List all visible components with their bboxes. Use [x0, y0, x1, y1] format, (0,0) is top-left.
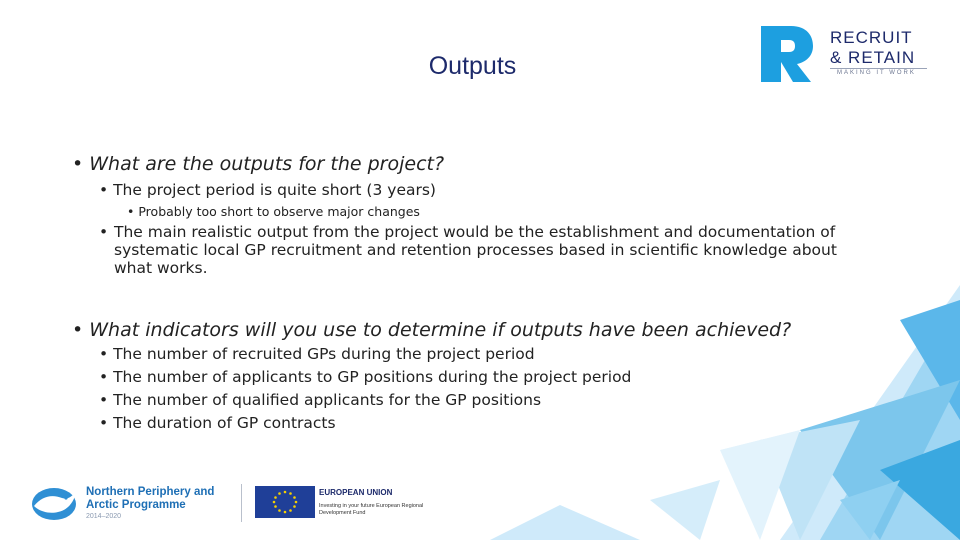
- indicator-item: • The duration of GP contracts: [99, 414, 336, 432]
- npa-logo: [28, 484, 238, 524]
- subbullet-too-short: • Probably too short to observe major changes: [127, 204, 420, 219]
- indicator-item: • The number of recruited GPs during the project period: [99, 345, 535, 363]
- npa-years: 2014–2020: [86, 513, 122, 520]
- bullet-line: The main realistic output from the project would be the establishment and documentation of: [114, 223, 836, 241]
- indicator-text: The number of recruited GPs during the project period: [113, 345, 535, 363]
- question-text: What indicators will you use to determine if outputs have been achieved?: [89, 319, 792, 341]
- bullet-project-period: • The project period is quite short (3 years): [99, 181, 436, 199]
- subbullet-text: Probably too short to observe major changes: [138, 204, 420, 219]
- indicator-text: The duration of GP contracts: [113, 414, 336, 432]
- indicator-text: The number of applicants to GP positions during the project period: [113, 368, 632, 386]
- indicator-item: • The number of qualified applicants for the GP positions: [99, 391, 542, 409]
- eu-flag-icon: [255, 486, 315, 518]
- logo-line2: & RETAIN: [830, 48, 916, 67]
- eu-tagline: Investing in your future European Regional Development Fund: [319, 503, 424, 517]
- question-indicators: • What indicators will you use to determine if outputs have been achieved?: [72, 319, 792, 341]
- footer-divider: [241, 484, 242, 522]
- question-text: What are the outputs for the project?: [89, 153, 445, 175]
- question-outputs: • What are the outputs for the project?: [72, 153, 445, 175]
- slide-title: Outputs: [428, 52, 517, 80]
- bullet-line: systematic local GP recruitment and retention processes based in scientific knowledge about: [114, 240, 837, 259]
- indicator-text: The number of qualified applicants for the GP positions: [113, 391, 542, 409]
- bullet-main-output: • The main realistic output from the project would be the establishment and documentation of systematic local GP recruitment and retention processes based in scientific knowledge about what works.: [99, 223, 837, 277]
- bullet-text: The project period is quite short (3 years): [113, 181, 436, 199]
- logo-line1: RECRUIT: [830, 28, 913, 47]
- indicator-item: • The number of applicants to GP positions during the project period: [99, 368, 632, 386]
- eu-name: EUROPEAN UNION: [319, 488, 393, 497]
- bullet-line: what works.: [114, 258, 208, 277]
- npa-name: Northern Periphery and Arctic Programme: [86, 486, 215, 512]
- logo-tagline: MAKING IT WORK: [837, 70, 916, 76]
- bird-icon: [28, 484, 80, 524]
- eu-logo: [255, 486, 455, 520]
